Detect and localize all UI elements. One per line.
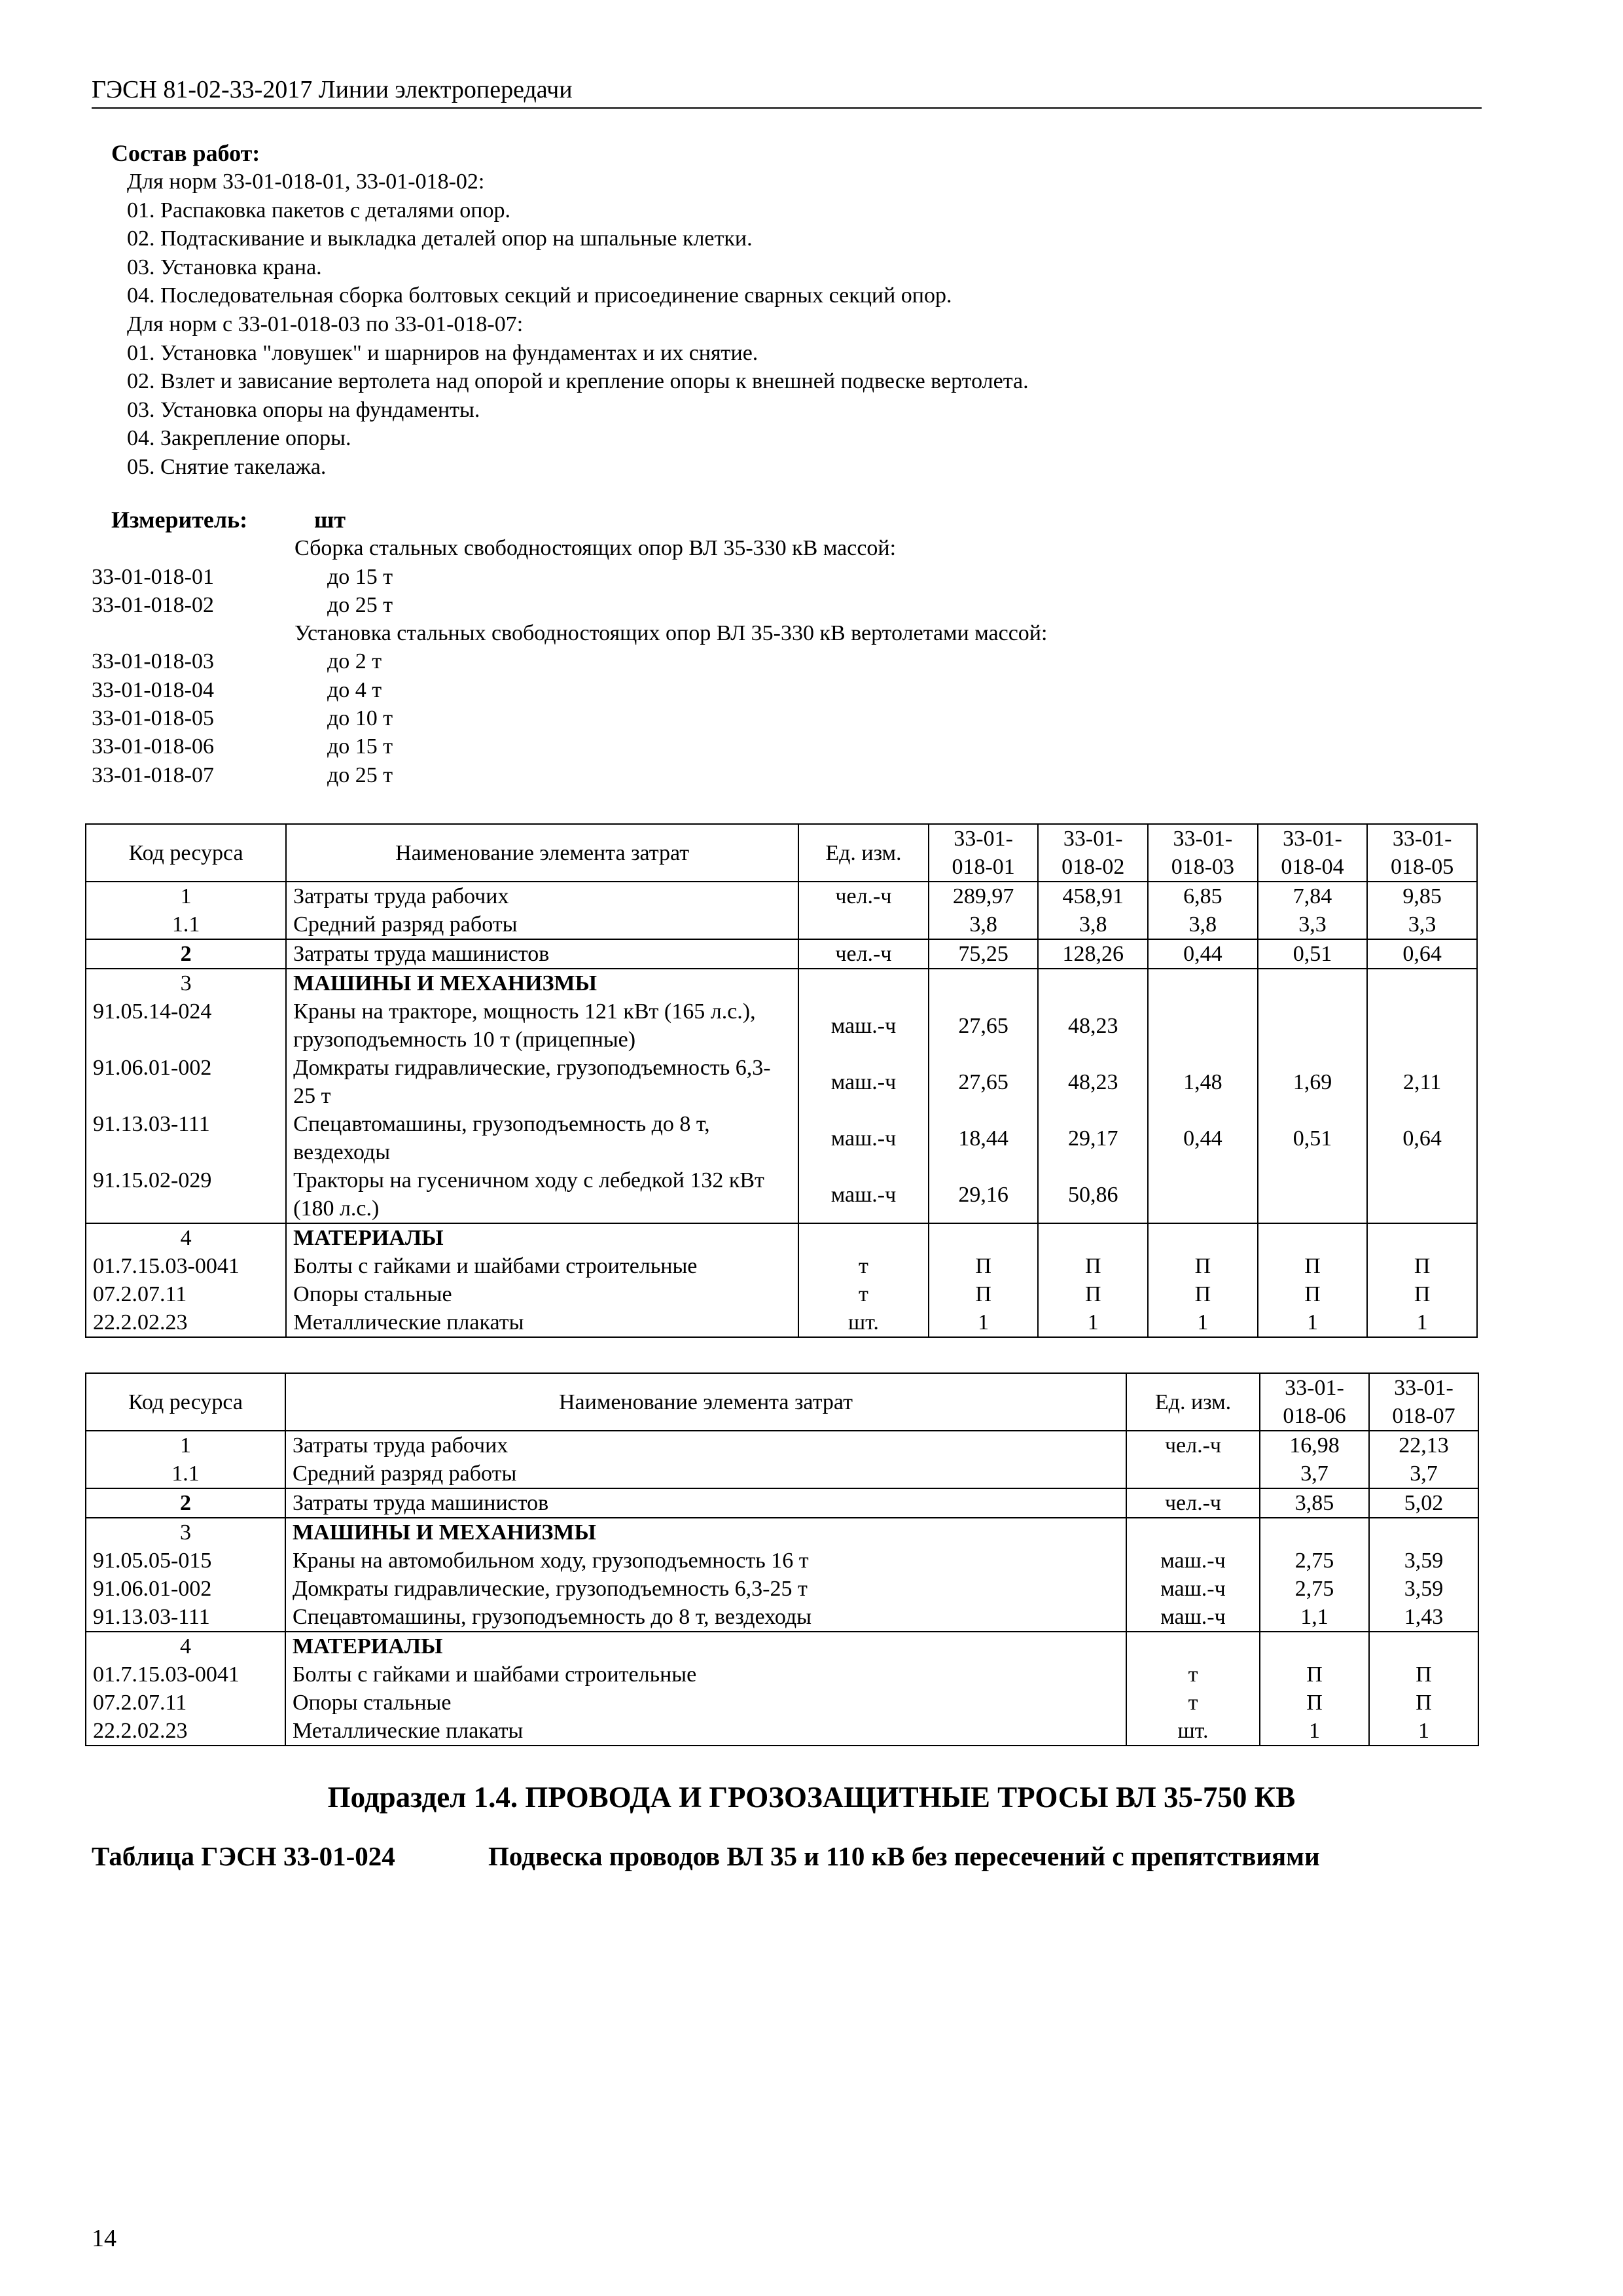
table-row: 2 Затраты труда машинистов чел.-ч 75,25 128,26 0,44 0,51 0,64 — [86, 939, 1477, 969]
column-header: 33-01- 018-01 — [929, 824, 1039, 882]
column-header: 33-01- 018-04 — [1258, 824, 1368, 882]
meter-unit: шт — [314, 507, 346, 533]
table-row: 91.15.02-029 Тракторы на гусеничном ходу с лебедкой 132 кВт (180 л.с.) маш.-ч 29,16 50,86 — [86, 1166, 1477, 1223]
meter-group-title: Установка стальных свободностоящих опор ВЛ 35-330 кВ вертолетами массой: — [294, 621, 1048, 646]
table-row: 22.2.02.23 Металлические плакаты шт. 1 1 1 1 1 — [86, 1308, 1477, 1337]
table-row: 4 МАТЕРИАЛЫ — [86, 1223, 1477, 1252]
meter-block — [92, 506, 1466, 789]
column-header: Наименование элемента затрат — [285, 1373, 1126, 1431]
column-header: Ед. изм. — [1126, 1373, 1260, 1431]
meter-group-title: Сборка стальных свободностоящих опор ВЛ 35-330 кВ массой: — [294, 536, 897, 561]
work-composition-line: 02. Взлет и зависание вертолета над опорой и крепление опоры к внешней подвеске вертолета. — [127, 369, 1029, 394]
table-row: 01.7.15.03-0041 Болты с гайками и шайбами строительные т П П П П П — [86, 1252, 1477, 1280]
column-header: Ед. изм. — [798, 824, 929, 882]
table-row: 1.1 Средний разряд работы 3,8 3,8 3,8 3,3 3,3 — [86, 910, 1477, 939]
work-composition-line: 04. Последовательная сборка болтовых секций и присоединение сварных секций опор. — [127, 283, 952, 308]
norm-code: 33-01-018-07 — [92, 762, 214, 787]
page-number: 14 — [92, 2225, 116, 2252]
work-composition-line: Для норм с 33-01-018-03 по 33-01-018-07: — [127, 312, 524, 336]
table-row: 1.1 Средний разряд работы 3,7 3,7 — [86, 1460, 1478, 1488]
column-header: 33-01- 018-05 — [1367, 824, 1477, 882]
work-composition — [111, 139, 1486, 482]
table-row: 22.2.02.23 Металлические плакаты шт. 1 1 — [86, 1717, 1478, 1746]
table-row: 4 МАТЕРИАЛЫ — [86, 1632, 1478, 1660]
table-row: 3 МАШИНЫ И МЕХАНИЗМЫ — [86, 969, 1477, 997]
work-composition-title: Состав работ: — [111, 140, 260, 166]
column-header: Код ресурса — [86, 824, 286, 882]
running-header: ГЭСН 81-02-33-2017 Линии электропередачи — [92, 73, 1482, 109]
norm-description: до 25 т — [327, 592, 393, 617]
column-header: Код ресурса — [86, 1373, 285, 1431]
column-header: 33-01- 018-02 — [1038, 824, 1148, 882]
work-composition-line: 01. Установка "ловушек" и шарниров на фундаментах и их снятие. — [127, 340, 758, 365]
norm-code: 33-01-018-02 — [92, 592, 214, 617]
norm-code: 33-01-018-01 — [92, 564, 214, 589]
norm-code: 33-01-018-05 — [92, 706, 214, 731]
next-table-heading — [92, 1839, 1320, 1873]
table-row: 91.06.01-002 Домкраты гидравлические, грузоподъемность 6,3-25 т маш.-ч 27,65 48,23 1,48 1,69 2,11 — [86, 1054, 1477, 1110]
norm-description: до 10 т — [327, 706, 393, 731]
table-row: 91.13.03-111 Спецавтомашины, грузоподъемность до 8 т, вездеходы маш.-ч 1,1 1,43 — [86, 1603, 1478, 1632]
column-header: Наименование элемента затрат — [286, 824, 798, 882]
table-row: 07.2.07.11 Опоры стальные т П П — [86, 1689, 1478, 1717]
table-row: 91.05.14-024 Краны на тракторе, мощность 121 кВт (165 л.с.), грузоподъемность 10 т (прицепные) маш.-ч 27,65 48,23 — [86, 997, 1477, 1054]
resource-table-2 — [85, 1372, 1479, 1746]
norm-description: до 4 т — [327, 677, 382, 702]
work-composition-line: 01. Распаковка пакетов с деталями опор. — [127, 198, 510, 223]
norm-description: до 15 т — [327, 564, 393, 589]
work-composition-line: 03. Установка крана. — [127, 255, 322, 279]
table-row: 1 Затраты труда рабочих чел.-ч 16,98 22,13 — [86, 1431, 1478, 1460]
work-composition-line: 05. Снятие такелажа. — [127, 454, 327, 479]
column-header: 33-01- 018-03 — [1148, 824, 1258, 882]
norm-description: до 15 т — [327, 734, 393, 759]
next-table-title: Подвеска проводов ВЛ 35 и 110 кВ без пересечений с препятствиями — [488, 1841, 1320, 1871]
norm-code: 33-01-018-03 — [92, 649, 214, 674]
table-row: 1 Затраты труда рабочих чел.-ч 289,97 458,91 6,85 7,84 9,85 — [86, 882, 1477, 910]
work-composition-line: 04. Закрепление опоры. — [127, 426, 351, 451]
work-composition-line: Для норм 33-01-018-01, 33-01-018-02: — [127, 170, 485, 194]
table-row: 07.2.07.11 Опоры стальные т П П П П П — [86, 1280, 1477, 1308]
meter-label: Измеритель: — [111, 507, 248, 533]
table-row: 01.7.15.03-0041 Болты с гайками и шайбами строительные т П П — [86, 1660, 1478, 1689]
work-composition-line: 03. Установка опоры на фундаменты. — [127, 397, 480, 422]
table-row: 2 Затраты труда машинистов чел.-ч 3,85 5,02 — [86, 1488, 1478, 1518]
norm-code: 33-01-018-06 — [92, 734, 214, 759]
norm-code: 33-01-018-04 — [92, 677, 214, 702]
work-composition-line: 02. Подтаскивание и выкладка деталей опор на шпальные клетки. — [127, 226, 753, 251]
next-table-code: Таблица ГЭСН 33-01-024 — [92, 1841, 395, 1871]
table-row: 3 МАШИНЫ И МЕХАНИЗМЫ — [86, 1518, 1478, 1547]
norm-description: до 2 т — [327, 649, 382, 674]
subsection-title: Подраздел 1.4. ПРОВОДА И ГРОЗОЗАЩИТНЫЕ ТРОСЫ ВЛ 35-750 КВ — [327, 1781, 1296, 1814]
column-header: 33-01- 018-06 — [1260, 1373, 1369, 1431]
table-row: 91.06.01-002 Домкраты гидравлические, грузоподъемность 6,3-25 т маш.-ч 2,75 3,59 — [86, 1575, 1478, 1603]
resource-table-1 — [85, 823, 1478, 1338]
table-row: 91.13.03-111 Спецавтомашины, грузоподъемность до 8 т, вездеходы маш.-ч 18,44 29,17 0,44 0,51 0,64 — [86, 1110, 1477, 1166]
table-row: 91.05.05-015 Краны на автомобильном ходу, грузоподъемность 16 т маш.-ч 2,75 3,59 — [86, 1547, 1478, 1575]
column-header: 33-01- 018-07 — [1369, 1373, 1478, 1431]
norm-description: до 25 т — [327, 762, 393, 787]
